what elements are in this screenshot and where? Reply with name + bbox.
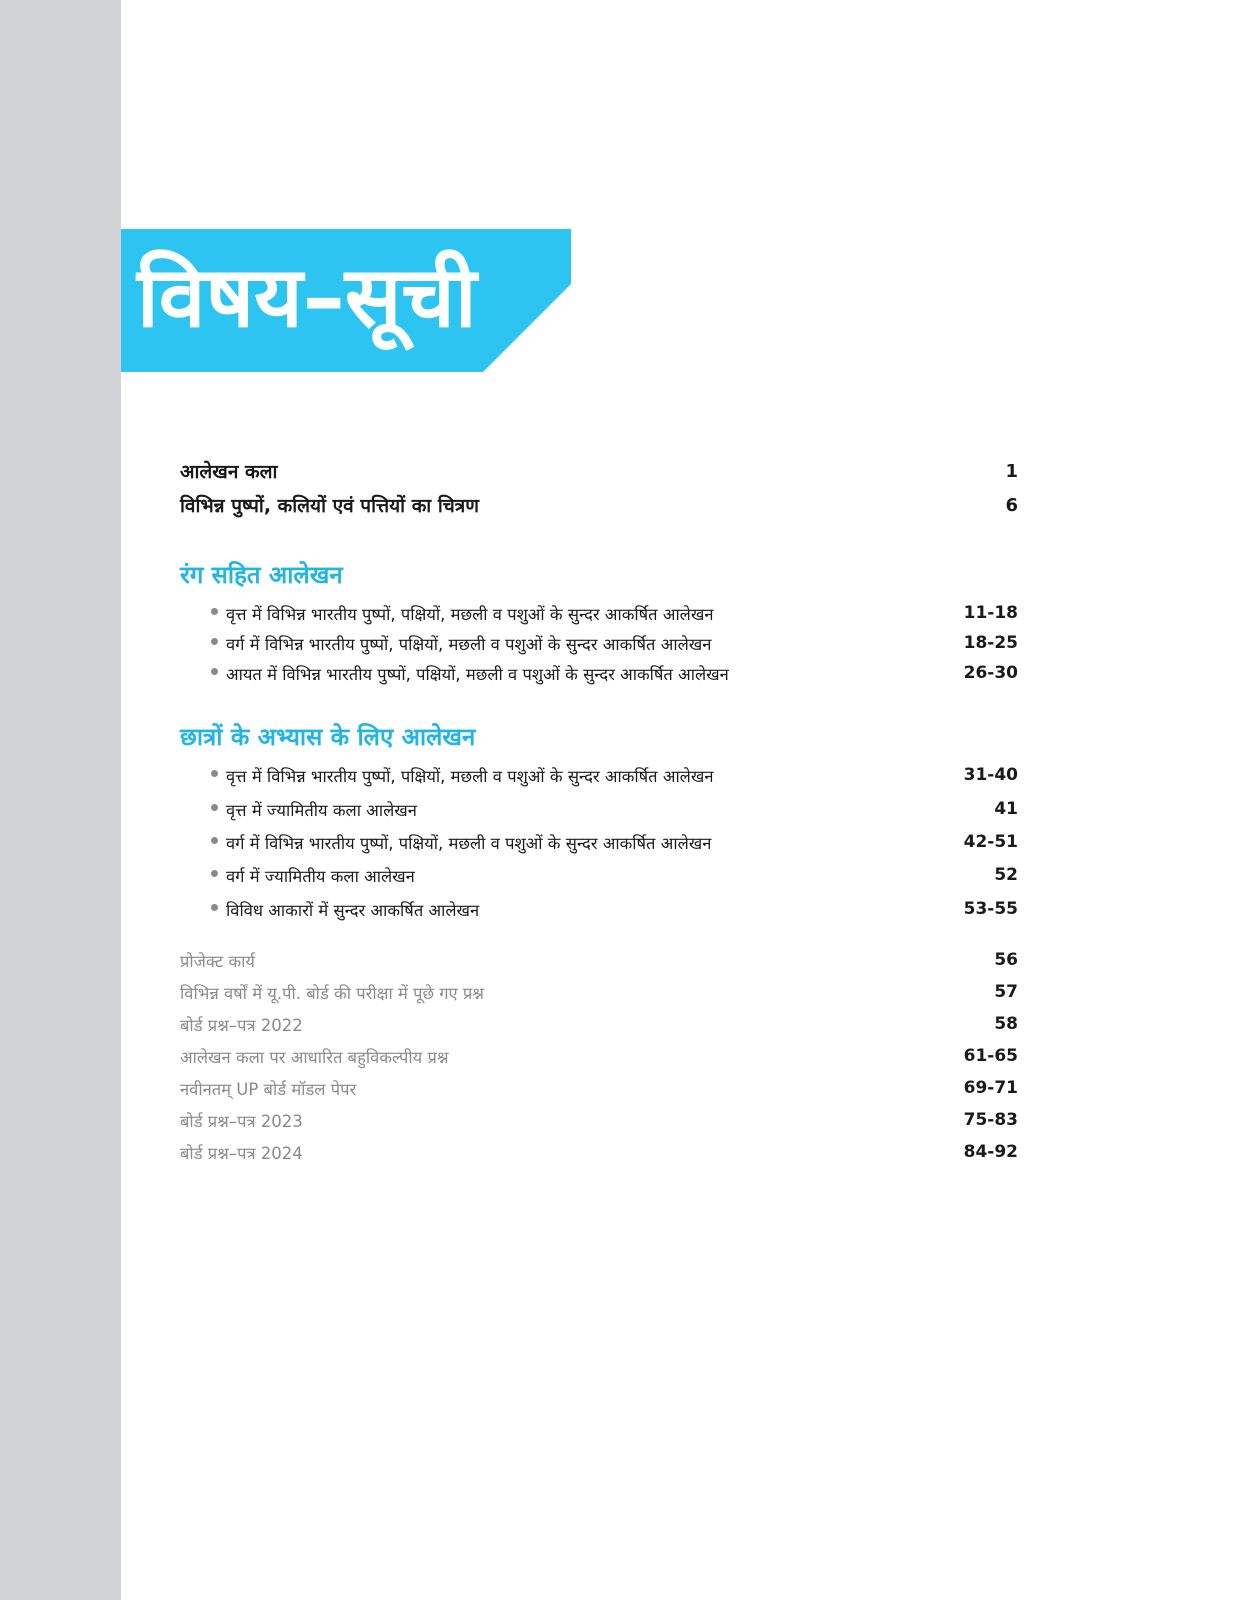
toc-entry-page: 56 [994, 950, 1018, 970]
toc-entry[interactable] [180, 1137, 1018, 1167]
side-strip [0, 0, 121, 1600]
toc-entry-page: 1 [1005, 460, 1018, 482]
toc-subentry-label: वर्ग में विभिन्न भारतीय पुष्पों, पक्षियों, मछली व पशुओं के सुन्दर आकर्षित आलेखन [226, 833, 712, 853]
toc-subentry-page: 26-30 [963, 663, 1018, 683]
toc-subentry-label: आयत में विभिन्न भारतीय पुष्पों, पक्षियों, मछली व पशुओं के सुन्दर आकर्षित आलेखन [226, 664, 729, 684]
toc-subentry-page: 31-40 [963, 765, 1018, 785]
toc-entry[interactable] [180, 945, 1018, 975]
toc-subentry[interactable] [211, 794, 1018, 824]
bullet-icon [211, 904, 218, 911]
toc-entry-label: आलेखन कला [180, 461, 278, 483]
toc-subentry-page: 41 [994, 799, 1018, 819]
toc-entry-page: 61-65 [963, 1046, 1018, 1066]
toc-entry-label: प्रोजेक्ट कार्य [180, 951, 255, 971]
toc-entry-label: नवीनतम् UP बोर्ड मॉडल पेपर [180, 1079, 357, 1099]
bullet-icon [211, 608, 218, 615]
toc-entry-page: 75-83 [963, 1110, 1018, 1130]
toc-subentry[interactable] [211, 598, 1018, 628]
page-title: विषय–सूची [137, 248, 477, 346]
toc-subentry-label: वृत्त में विभिन्न भारतीय पुष्पों, पक्षियों, मछली व पशुओं के सुन्दर आकर्षित आलेखन [226, 766, 714, 786]
toc-entry-label: विभिन्न वर्षों में यू.पी. बोर्ड की परीक्षा में पूछे गए प्रश्न [180, 983, 484, 1003]
toc-entry[interactable] [180, 456, 1018, 486]
toc-entry[interactable] [180, 1041, 1018, 1071]
bullet-icon [211, 638, 218, 645]
toc-subentry[interactable] [211, 628, 1018, 658]
toc-entry[interactable] [180, 1009, 1018, 1039]
toc-entry[interactable] [180, 977, 1018, 1007]
toc-entry-page: 58 [994, 1014, 1018, 1034]
toc-subentry-page: 18-25 [963, 633, 1018, 653]
toc-subentry-label: वर्ग में ज्यामितीय कला आलेखन [226, 866, 415, 886]
bullet-icon [211, 837, 218, 844]
toc-subentry-label: वृत्त में विभिन्न भारतीय पुष्पों, पक्षियों, मछली व पशुओं के सुन्दर आकर्षित आलेखन [226, 604, 714, 624]
toc-entry[interactable] [180, 490, 1018, 520]
toc-entry-label: विभिन्न पुष्पों, कलियों एवं पत्तियों का चित्रण [180, 495, 480, 517]
toc-entry[interactable] [180, 1105, 1018, 1135]
toc-subentry-label: वर्ग में विभिन्न भारतीय पुष्पों, पक्षियों, मछली व पशुओं के सुन्दर आकर्षित आलेखन [226, 634, 712, 654]
toc-entry-page: 84-92 [963, 1142, 1018, 1162]
toc-entry[interactable] [180, 1073, 1018, 1103]
bullet-icon [211, 668, 218, 675]
toc-entry-label: बोर्ड प्रश्न–पत्र 2023 [180, 1111, 303, 1131]
title-banner [121, 229, 571, 372]
toc-subentry-page: 52 [994, 865, 1018, 885]
toc-subentry-label: वृत्त में ज्यामितीय कला आलेखन [226, 800, 417, 820]
bullet-icon [211, 770, 218, 777]
section-heading: छात्रों के अभ्यास के लिए आलेखन [180, 723, 476, 751]
toc-entry-label: आलेखन कला पर आधारित बहुविकल्पीय प्रश्न [180, 1047, 449, 1067]
toc-subentry[interactable] [211, 894, 1018, 924]
bullet-icon [211, 870, 218, 877]
section-heading: रंग सहित आलेखन [180, 561, 343, 589]
toc-subentry[interactable] [211, 827, 1018, 857]
toc-subentry[interactable] [211, 760, 1018, 790]
bullet-icon [211, 804, 218, 811]
toc-subentry-label: विविध आकारों में सुन्दर आकर्षित आलेखन [226, 900, 480, 920]
toc-subentry-page: 42-51 [963, 832, 1018, 852]
toc-subentry[interactable] [211, 860, 1018, 890]
toc-subentry[interactable] [211, 658, 1018, 688]
toc-entry-page: 6 [1005, 494, 1018, 516]
toc-entry-label: बोर्ड प्रश्न–पत्र 2022 [180, 1015, 303, 1035]
toc-entry-page: 57 [994, 982, 1018, 1002]
toc-entry-label: बोर्ड प्रश्न–पत्र 2024 [180, 1143, 303, 1163]
toc-entry-page: 69-71 [963, 1078, 1018, 1098]
toc-subentry-page: 11-18 [963, 603, 1018, 623]
toc-subentry-page: 53-55 [963, 899, 1018, 919]
